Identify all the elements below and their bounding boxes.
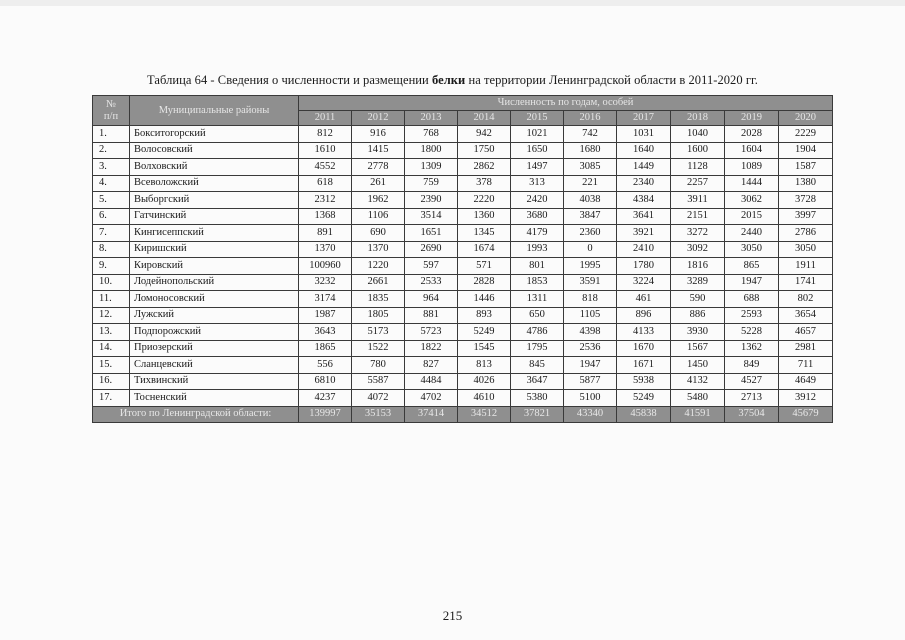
district-name: Тосненский [130,390,299,407]
row-number: 9. [93,258,130,275]
row-number: 6. [93,208,130,225]
cell-value: 4133 [617,324,671,341]
cell-value: 1370 [299,241,352,258]
cell-value: 5723 [405,324,458,341]
cell-value: 5938 [617,373,671,390]
header-year-2015: 2015 [511,111,564,126]
table-row [93,241,833,258]
cell-value: 1962 [352,192,405,209]
cell-value: 2340 [617,175,671,192]
cell-value: 2862 [458,159,511,176]
district-name: Лужский [130,307,299,324]
cell-value: 1449 [617,159,671,176]
total-label: Итого по Ленинградской области: [93,406,299,422]
cell-value: 3643 [299,324,352,341]
cell-value: 2420 [511,192,564,209]
cell-value: 1640 [617,142,671,159]
cell-value: 818 [564,291,617,308]
cell-value: 1780 [617,258,671,275]
table-row [93,258,833,275]
cell-value: 1795 [511,340,564,357]
cell-value: 1987 [299,307,352,324]
cell-value: 3092 [671,241,725,258]
cell-value: 849 [725,357,779,374]
row-number: 12. [93,307,130,324]
cell-value: 1444 [725,175,779,192]
table-row [93,126,833,143]
cell-value: 3654 [779,307,833,324]
cell-value: 845 [511,357,564,374]
cell-value: 618 [299,175,352,192]
cell-value: 2536 [564,340,617,357]
row-number: 17. [93,390,130,407]
cell-value: 3680 [511,208,564,225]
cell-value: 4038 [564,192,617,209]
cell-value: 893 [458,307,511,324]
row-number: 11. [93,291,130,308]
cell-value: 1362 [725,340,779,357]
cell-value: 5877 [564,373,617,390]
cell-value: 3224 [617,274,671,291]
cell-value: 812 [299,126,352,143]
cell-value: 916 [352,126,405,143]
total-value: 37504 [725,406,779,422]
table-row [93,208,833,225]
cell-value: 2713 [725,390,779,407]
row-number: 13. [93,324,130,341]
cell-value: 1947 [725,274,779,291]
cell-value: 4702 [405,390,458,407]
cell-value: 378 [458,175,511,192]
cell-value: 4657 [779,324,833,341]
cell-value: 3514 [405,208,458,225]
cell-value: 2410 [617,241,671,258]
cell-value: 3591 [564,274,617,291]
district-name: Волховский [130,159,299,176]
caption-prefix: Таблица 64 - Сведения о численности и размещении [147,73,432,87]
cell-value: 1904 [779,142,833,159]
cell-value: 3921 [617,225,671,242]
header-year-2020: 2020 [779,111,833,126]
total-value: 45679 [779,406,833,422]
total-value: 37821 [511,406,564,422]
scan-top-edge [0,0,905,6]
cell-value: 2981 [779,340,833,357]
cell-value: 2257 [671,175,725,192]
header-district: Муниципальные районы [130,96,299,126]
cell-value: 813 [458,357,511,374]
cell-value: 1835 [352,291,405,308]
cell-value: 1650 [511,142,564,159]
header-year-2018: 2018 [671,111,725,126]
header-year-2011: 2011 [299,111,352,126]
total-value: 34512 [458,406,511,422]
cell-value: 2786 [779,225,833,242]
row-number: 1. [93,126,130,143]
caption-suffix: на территории Ленинградской области в 2011-2020 гг. [465,73,758,87]
cell-value: 1587 [779,159,833,176]
cell-value: 3997 [779,208,833,225]
cell-value: 2151 [671,208,725,225]
district-name: Подпорожский [130,324,299,341]
cell-value: 827 [405,357,458,374]
district-name: Выборгский [130,192,299,209]
cell-value: 5228 [725,324,779,341]
cell-value: 886 [671,307,725,324]
cell-value: 711 [779,357,833,374]
cell-value: 650 [511,307,564,324]
header-num: № п/п [93,96,130,126]
cell-value: 3847 [564,208,617,225]
cell-value: 3647 [511,373,564,390]
cell-value: 5249 [458,324,511,341]
cell-value: 1604 [725,142,779,159]
table-row [93,291,833,308]
cell-value: 3641 [617,208,671,225]
total-value: 35153 [352,406,405,422]
caption-bold-word: белки [431,73,466,87]
header-year-2019: 2019 [725,111,779,126]
cell-value: 891 [299,225,352,242]
total-value: 41591 [671,406,725,422]
row-number: 15. [93,357,130,374]
cell-value: 2390 [405,192,458,209]
cell-value: 100960 [299,258,352,275]
cell-value: 1816 [671,258,725,275]
cell-value: 1947 [564,357,617,374]
page-number: 215 [442,608,463,623]
cell-value: 1651 [405,225,458,242]
cell-value: 1522 [352,340,405,357]
row-number: 14. [93,340,130,357]
row-number: 16. [93,373,130,390]
cell-value: 6810 [299,373,352,390]
cell-value: 1220 [352,258,405,275]
header-years-group: Численность по годам, особей [299,96,833,111]
cell-value: 5173 [352,324,405,341]
table-row [93,307,833,324]
table-row [93,142,833,159]
cell-value: 4527 [725,373,779,390]
total-value: 139997 [299,406,352,422]
cell-value: 801 [511,258,564,275]
cell-value: 4072 [352,390,405,407]
table-row [93,390,833,407]
cell-value: 1822 [405,340,458,357]
cell-value: 865 [725,258,779,275]
cell-value: 2015 [725,208,779,225]
cell-value: 1021 [511,126,564,143]
cell-value: 1610 [299,142,352,159]
district-name: Ломоносовский [130,291,299,308]
district-name: Бокситогорский [130,126,299,143]
cell-value: 2690 [405,241,458,258]
cell-value: 3289 [671,274,725,291]
cell-value: 4484 [405,373,458,390]
squirrel-population-table [92,95,833,423]
row-number: 8. [93,241,130,258]
cell-value: 5100 [564,390,617,407]
cell-value: 1853 [511,274,564,291]
cell-value: 1370 [352,241,405,258]
cell-value: 3050 [779,241,833,258]
cell-value: 2028 [725,126,779,143]
table-row [93,324,833,341]
cell-value: 768 [405,126,458,143]
table-row [93,357,833,374]
header-year-2017: 2017 [617,111,671,126]
table-row [93,175,833,192]
cell-value: 1450 [671,357,725,374]
cell-value: 964 [405,291,458,308]
row-number: 4. [93,175,130,192]
cell-value: 1415 [352,142,405,159]
cell-value: 4237 [299,390,352,407]
cell-value: 802 [779,291,833,308]
row-number: 2. [93,142,130,159]
district-name: Кингисеппский [130,225,299,242]
cell-value: 5587 [352,373,405,390]
cell-value: 1800 [405,142,458,159]
cell-value: 556 [299,357,352,374]
header-year-2016: 2016 [564,111,617,126]
table-row [93,340,833,357]
cell-value: 1089 [725,159,779,176]
total-row [93,406,833,422]
district-name: Тихвинский [130,373,299,390]
table-row [93,274,833,291]
cell-value: 1993 [511,241,564,258]
cell-value: 1345 [458,225,511,242]
district-name: Кировский [130,258,299,275]
cell-value: 2661 [352,274,405,291]
cell-value: 1567 [671,340,725,357]
cell-value: 4552 [299,159,352,176]
cell-value: 2312 [299,192,352,209]
cell-value: 690 [352,225,405,242]
total-value: 43340 [564,406,617,422]
district-name: Всеволожский [130,175,299,192]
cell-value: 1805 [352,307,405,324]
cell-value: 1128 [671,159,725,176]
row-number: 5. [93,192,130,209]
cell-value: 571 [458,258,511,275]
cell-value: 590 [671,291,725,308]
cell-value: 3085 [564,159,617,176]
cell-value: 1674 [458,241,511,258]
district-name: Сланцевский [130,357,299,374]
cell-value: 3174 [299,291,352,308]
cell-value: 5480 [671,390,725,407]
cell-value: 1545 [458,340,511,357]
cell-value: 1380 [779,175,833,192]
cell-value: 1741 [779,274,833,291]
cell-value: 1040 [671,126,725,143]
cell-value: 2360 [564,225,617,242]
cell-value: 759 [405,175,458,192]
cell-value: 1497 [511,159,564,176]
row-number: 3. [93,159,130,176]
cell-value: 881 [405,307,458,324]
district-name: Гатчинский [130,208,299,225]
cell-value: 3911 [671,192,725,209]
cell-value: 261 [352,175,405,192]
cell-value: 1446 [458,291,511,308]
cell-value: 1865 [299,340,352,357]
cell-value: 4610 [458,390,511,407]
cell-value: 0 [564,241,617,258]
cell-value: 3232 [299,274,352,291]
cell-value: 1360 [458,208,511,225]
table-row [93,192,833,209]
cell-value: 2778 [352,159,405,176]
total-value: 45838 [617,406,671,422]
cell-value: 896 [617,307,671,324]
cell-value: 4384 [617,192,671,209]
cell-value: 1750 [458,142,511,159]
cell-value: 1671 [617,357,671,374]
cell-value: 221 [564,175,617,192]
cell-value: 2220 [458,192,511,209]
table-caption [0,73,905,88]
table-row [93,159,833,176]
district-name: Волосовский [130,142,299,159]
cell-value: 1309 [405,159,458,176]
cell-value: 1680 [564,142,617,159]
cell-value: 461 [617,291,671,308]
cell-value: 1031 [617,126,671,143]
cell-value: 1311 [511,291,564,308]
cell-value: 742 [564,126,617,143]
row-number: 10. [93,274,130,291]
cell-value: 1368 [299,208,352,225]
cell-value: 4026 [458,373,511,390]
cell-value: 3912 [779,390,833,407]
cell-value: 688 [725,291,779,308]
district-name: Киришский [130,241,299,258]
cell-value: 2593 [725,307,779,324]
cell-value: 3728 [779,192,833,209]
cell-value: 4649 [779,373,833,390]
cell-value: 2229 [779,126,833,143]
cell-value: 2533 [405,274,458,291]
cell-value: 1105 [564,307,617,324]
total-value: 37414 [405,406,458,422]
header-year-2013: 2013 [405,111,458,126]
cell-value: 4398 [564,324,617,341]
cell-value: 942 [458,126,511,143]
cell-value: 4179 [511,225,564,242]
cell-value: 2828 [458,274,511,291]
cell-value: 4786 [511,324,564,341]
header-year-2012: 2012 [352,111,405,126]
cell-value: 1670 [617,340,671,357]
row-number: 7. [93,225,130,242]
cell-value: 780 [352,357,405,374]
cell-value: 5249 [617,390,671,407]
cell-value: 1995 [564,258,617,275]
district-name: Приозерский [130,340,299,357]
cell-value: 4132 [671,373,725,390]
cell-value: 3050 [725,241,779,258]
header-year-2014: 2014 [458,111,511,126]
cell-value: 597 [405,258,458,275]
table-row [93,225,833,242]
cell-value: 313 [511,175,564,192]
cell-value: 3272 [671,225,725,242]
cell-value: 1911 [779,258,833,275]
table-row [93,373,833,390]
cell-value: 3062 [725,192,779,209]
cell-value: 1106 [352,208,405,225]
table-header [93,96,833,126]
table-body [93,126,833,423]
cell-value: 3930 [671,324,725,341]
cell-value: 2440 [725,225,779,242]
district-name: Лодейнопольский [130,274,299,291]
cell-value: 1600 [671,142,725,159]
cell-value: 5380 [511,390,564,407]
